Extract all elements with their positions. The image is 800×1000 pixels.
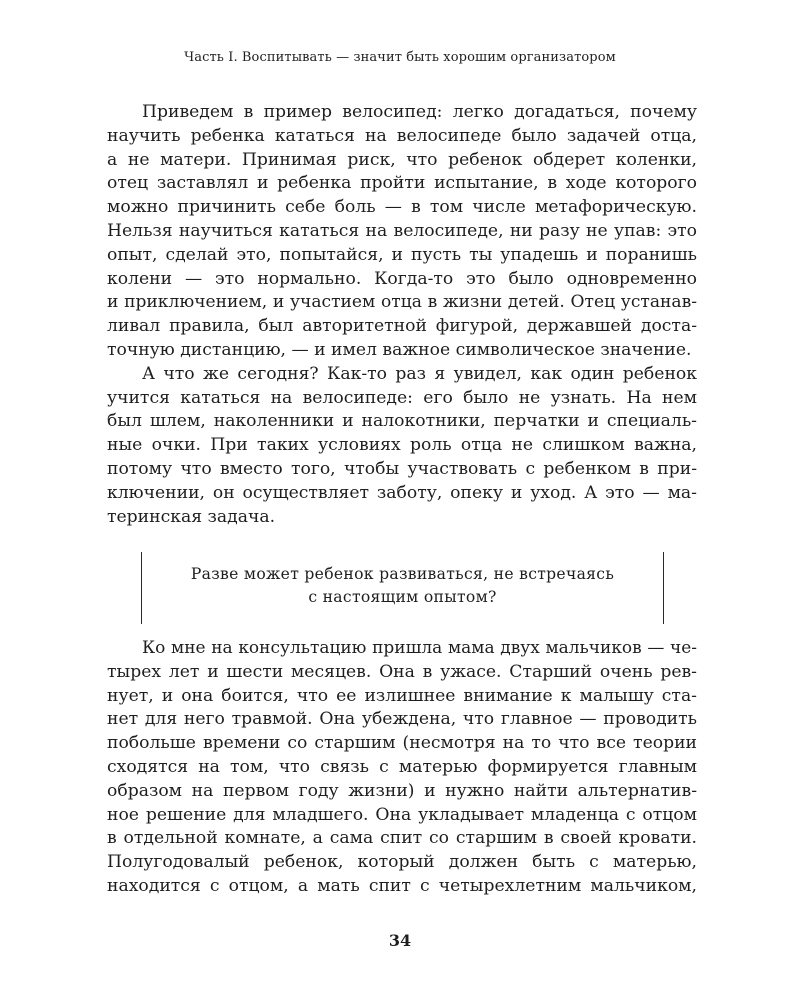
text-line: можно причинить себе боль — в том числе метафорическую. (107, 197, 697, 218)
text-line: в отдельной комнате, а сама спит со старшим в своей кровати. (107, 828, 697, 849)
text-line: точную дистанцию, — и имел важное символическое значение. (107, 339, 692, 360)
running-head: Часть I. Воспитывать — значит быть хорошим организатором (184, 50, 616, 65)
text-line: ные очки. При таких условиях роль отца не слишком важна, (107, 435, 697, 456)
text-line: сходятся на том, что связь с матерью формируется главным (107, 756, 697, 777)
text-line: Ко мне на консультацию пришла мама двух мальчиков — че- (142, 638, 697, 658)
pull-quote (141, 552, 664, 624)
text-line: ливал правила, был авторитетной фигурой, державшей доста- (107, 316, 697, 337)
text-line: ключении, он осуществляет заботу, опеку и уход. А это — ма- (107, 482, 697, 503)
text-line: колени — это нормально. Когда-то это было одновременно (107, 268, 697, 289)
text-line: тырех лет и шести месяцев. Она в ужасе. Старший очень рев- (107, 661, 697, 682)
text-line: Полугодовалый ребенок, который должен быть с матерью, (107, 852, 697, 873)
pull-quote-line: с настоящим опытом? (308, 588, 497, 606)
text-line: был шлем, наколенники и налокотники, перчатки и специаль- (107, 411, 697, 432)
text-line: Приведем в пример велосипед: легко догадаться, почему (142, 102, 697, 122)
body-text-top (107, 101, 697, 529)
pull-quote-line: Разве может ребенок развиваться, не встречаясь (190, 565, 615, 583)
text-line: образом на первом году жизни) и нужно найти альтернатив- (107, 780, 697, 801)
text-line: ное решение для младшего. Она укладывает младенца с отцом (107, 804, 697, 825)
text-line: учится кататься на велосипеде: его было не узнать. На нем (107, 387, 697, 408)
text-line: Нельзя научиться кататься на велосипеде, ни разу не упав: это (107, 220, 697, 241)
text-line: потому что вместо того, чтобы участвовать с ребенком в при- (107, 458, 697, 479)
text-line: научить ребенка кататься на велосипеде было задачей отца, (107, 125, 697, 146)
text-line: теринская задача. (107, 506, 276, 527)
text-line: находится с отцом, а мать спит с четырехлетним мальчиком, (107, 875, 697, 896)
page-number: 34 (388, 931, 412, 950)
text-line: опыт, сделай это, попытайся, и пусть ты упадешь и поранишь (107, 244, 697, 265)
text-line: побольше времени со старшим (несмотря на то что все теории (107, 733, 697, 754)
text-line: отец заставлял и ребенка пройти испытание, в ходе которого (107, 173, 697, 194)
text-line: А что же сегодня? Как-то раз я увидел, как один ребенок (142, 363, 697, 384)
text-line: нет для него травмой. Она убеждена, что главное — проводить (107, 709, 697, 730)
text-line: и приключением, и участием отца в жизни детей. Отец устанав- (107, 292, 697, 313)
text-line: нует, и она боится, что ее излишнее внимание к малышу ста- (107, 685, 697, 706)
body-text-bottom (107, 637, 697, 899)
text-line: а не матери. Принимая риск, что ребенок обдерет коленки, (107, 149, 697, 170)
